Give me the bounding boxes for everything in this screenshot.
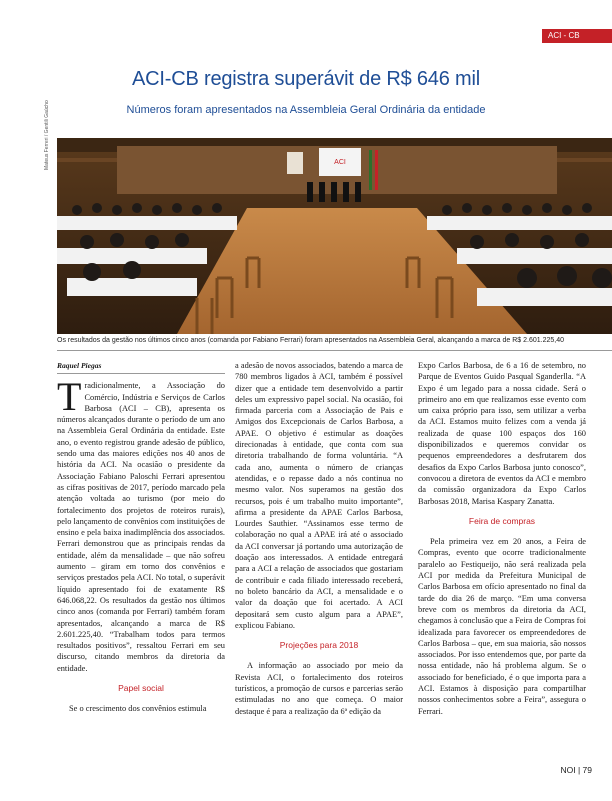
article-title: ACI-CB registra superávit de R$ 646 mil (132, 68, 480, 90)
subhead-projecoes: Projeções para 2018 (279, 640, 359, 651)
drop-cap: T (57, 374, 82, 420)
byline: Raquel Piegas (57, 361, 102, 370)
page-footer: NOI | 79 (560, 765, 592, 775)
subhead-feira: Feira de compras (468, 515, 536, 526)
photo-credit: Mateus Ferreri / Gentili Gaúcho (44, 100, 50, 170)
paragraph: radicionalmente, a Associação do Comércio, Indústria e Serviços de Carlos Barbosa (ACI – CB), apresenta os números alcançados durante o período de um ano na Assembleia Geral Ordinária da entidade. Este ano, o evento registrou grande adesão de público, sendo uma das maiores edições nos 40 anos de história da ACI. Na ocasião o presidente da Associação Fabiano Paloschi Ferrari apresentou as cifras positivas de 2017, período marcado pela atenção voltada ao turismo (por meio do fortalecimento dos projetos de roteiros rurais), pelo lançamento de convênios com instituições de ensino e pela baixa inadimplência dos associados. Ferrari demonstrou que as principais rendas da entidade, além da mensalidade – que não sofreu aumento – giram em torno dos convênios e serviços prestados pela ACI. No total, o superávit líquido apresentado foi de exatamente R$ 646.068,22. Os resultados da gestão nos últimos cinco anos (comanda por Ferrari) também foram apresentados, alcançando a marca de R$ 2.601.225,40. “Trabalham todos para termos resultados positivos”, ressaltou Ferrari em seu discurso, citando membros da diretoria da entidade. (57, 381, 225, 673)
screen-text: ACI (334, 159, 346, 166)
column-1 (57, 360, 225, 715)
paragraph: Se o crescimento dos convênios estimula (69, 704, 207, 714)
column-3 (418, 360, 586, 717)
paragraph: A informação ao associado por meio da Revista ACI, o fortalecimento dos roteiros turísticos, a promoção de cursos e parcerias serão estimuladas no ano que começa. O maior destaque é para a realização da 6ª edição da (235, 661, 403, 716)
article-subtitle: Números foram apresentados na Assembleia Geral Ordinária da entidade (126, 104, 486, 116)
byline-divider (57, 373, 225, 374)
paragraph: Expo Carlos Barbosa, de 6 a 16 de setembro, no Parque de Eventos Guido Pasqual Sganderlla. “A Expo é um legado para a nossa cidade. Será o primeiro ano em que realizamos esse evento com um caixa próprio para isso, sem utilizar a verba da ACI. Estamos muito felizes com a venda já realizada de quase 100 espaços dos 160 disponibilizados e queremos convidar os pequenos empreendedores a desfrutarem dos desafios da Expo Carlos Barbosa junto conosco”, convocou a diretora de eventos da ACI e membro da comissão organizadora da Expo Carlos Barbosas 2018, Marisa Kaspary Zanatta. (418, 361, 586, 506)
column-2 (235, 360, 403, 717)
paragraph: Pela primeira vez em 20 anos, a Feira de Compras, evento que ocorre tradicionalmente paralelo ao Festiqueijo, não será realizada pela ACI por medida da Prefeitura Municipal de Carlos Barbosa em ofício apresentado no final da tarde do dia 26 de março. “Em uma conversa breve com os membros da diretoria da ACI, chegamos à conclusão que a Feira de Compras foi idealizada para favorecer os empreendedores de Carlos Barbosa – que, em sua maioria, são nossos associados. Por isso entendemos que, por parte da nossa entidade, não há problema algum. Se o associado for beneficiado, é o que importa para a ACI. Estamos à disposição para compartilhar nossos conhecimentos sobre a Feira”, assegura o Ferrari. (418, 537, 586, 716)
section-tag: ACI - CB (542, 29, 612, 43)
paragraph: a adesão de novos associados, batendo a marca de 780 membros ligados à ACI, também é possível dizer que a entidade tem desenvolvido a partir deles um expressivo papel social. Na ocasião, foi firmada parceria com a Associação de Pais e Amigos dos Excepcionais de Carlos Barbosa, a APAE. O objetivo é estimular as doações direcionadas à entidade, que conta com sua diretoria trabalhando de forma voluntária. “A cada ano, aumenta o número de crianças atendidas, e o repasse dado a nós continua no mesmo valor. Nos superamos na gestão dos recursos, pois é um trabalho muito importante”, afirma a presidente da APAE Carlos Barbosa, Lourdes Sauthier. “Assinamos esse termo de colaboração no qual a APAE irá até o associado da ACI conversar já portando uma autorização de doação aos interessados. A entidade entregará para a ACI a relação de associados que gostariam de contribuir e cada filiado interessado receberá, no boleto bancário da ACI, a mensalidade e o valor da doação que foi acertado. A ACI depositará sem custo algum para a APAE”, explicou Fabiano. (235, 361, 403, 630)
event-photo (57, 138, 612, 334)
photo-caption: Os resultados da gestão nos últimos cinco anos (comanda por Fabiano Ferrari) foram apresentados na Assembleia Geral, alcançando a marca de R$ 2.601.225,40 (57, 337, 565, 344)
subhead-papel-social: Papel social (118, 683, 164, 694)
caption-divider (57, 350, 612, 351)
